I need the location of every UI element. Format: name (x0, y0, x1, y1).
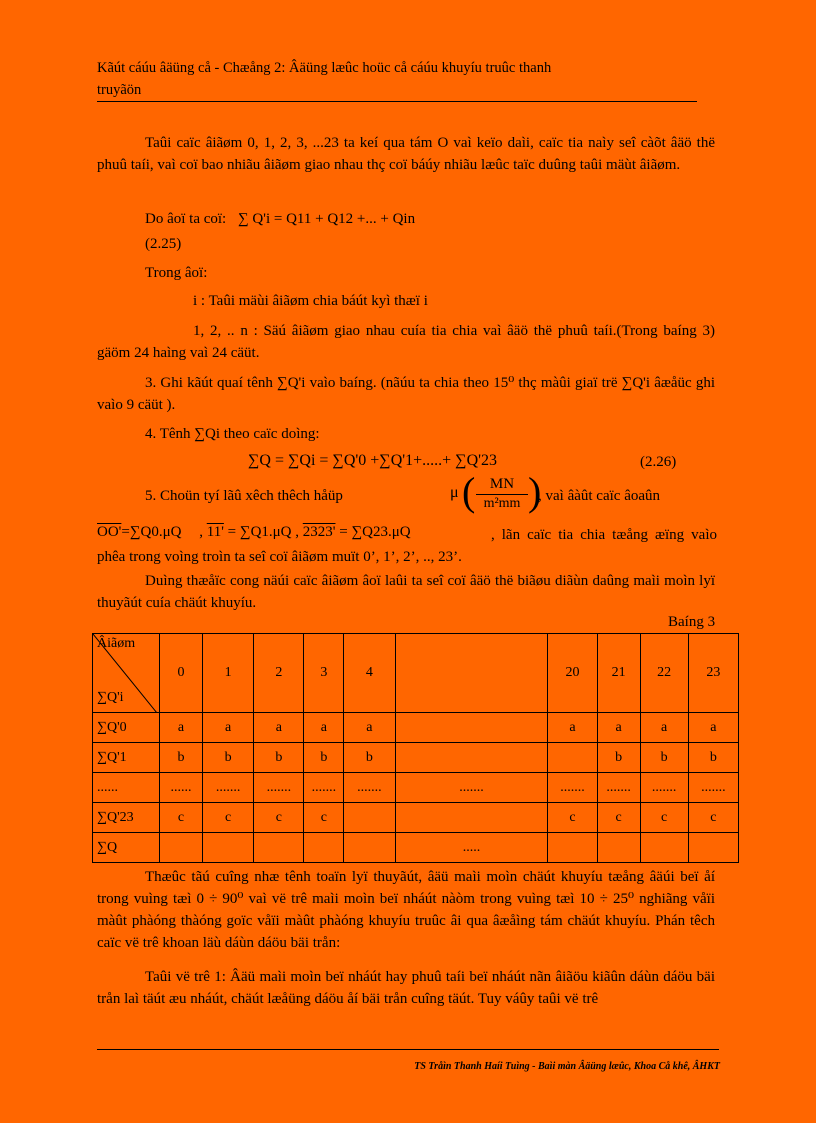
segment-11-rhs: Q1.μQ (250, 524, 292, 540)
table-cell (160, 833, 203, 863)
table-cell: c (160, 803, 203, 833)
table-cell: ..... (395, 833, 548, 863)
table-cell (597, 833, 640, 863)
paragraph-8-prefix: 5. Choün tyí lãû xêch thêch håüp (145, 488, 343, 504)
column-header (395, 634, 548, 713)
table-cell: a (254, 713, 304, 743)
mu-denominator: m²mm (483, 496, 521, 511)
table-cell: a (202, 713, 253, 743)
paragraph-11: Thæûc tãú cuîng nhæ tênh toaïn lyï thuyãút, âäü maìi moìn chäút khuyíu tæång âäúi beï åí trong vuìng tæì 0 ÷ 90⁰ vaì vë trê maìi moìn beï nháút nàòm trong vuìng tæì 10 ÷ 25⁰ nghiãng våïi màût phàóng thàóng goïc våïi màût phàóng khuyíu truûc âi qua âæåìng tám chäút khuyíu. Phán têch caïc vë trê khoan läù dáùn dáöu bäi trån: (97, 869, 715, 951)
header-rule (97, 101, 697, 102)
mu-numerator: MN (489, 476, 515, 492)
table-cell: ...... (160, 773, 203, 803)
segment-11: 11' (206, 524, 224, 540)
equation-number-2-25: (2.25) (145, 236, 182, 252)
table-cell: ....... (395, 773, 548, 803)
table-cell: ....... (640, 773, 688, 803)
mu-fraction: μ ( MN m²mm ) (450, 469, 542, 514)
footer-text: TS Tråìn Thanh Haíi Tuìng - Baìi màn Âäüng læûc, Khoa Cå khê, ÂHKT (414, 1061, 720, 1072)
table-cell: b (160, 743, 203, 773)
table-cell: ....... (597, 773, 640, 803)
table-cell: ....... (548, 773, 597, 803)
table-cell: c (597, 803, 640, 833)
table-cell: ....... (304, 773, 344, 803)
column-header: 1 (202, 634, 253, 713)
segment-oo: OO' (97, 524, 122, 540)
table-header-row (93, 634, 739, 713)
segment-oo-rhs: Q0.μQ (140, 524, 182, 540)
table-row (93, 833, 739, 863)
table-cell: b (202, 743, 253, 773)
table-cell: a (688, 713, 738, 743)
corner-cell (93, 634, 160, 713)
table-cell (640, 833, 688, 863)
column-header: 2 (254, 634, 304, 713)
table-row (93, 743, 739, 773)
column-header: 22 (640, 634, 688, 713)
table-cell: a (548, 713, 597, 743)
corner-top-label: Âiãøm (97, 636, 136, 651)
table-cell (304, 833, 344, 863)
table-cell: c (304, 803, 344, 833)
p2-prefix: Do âoï ta coï: (145, 211, 227, 227)
paragraph-3: Trong âoï: (145, 265, 208, 281)
table-cell: ....... (202, 773, 253, 803)
column-header: 3 (304, 634, 344, 713)
segments-line: OO'=∑Q0.μQ , 11' = ∑Q1.μQ , 2323' = ∑Q23.μQ (97, 524, 411, 540)
segment-2323: 2323' (302, 524, 336, 540)
table-cell: b (344, 743, 395, 773)
table-cell (548, 833, 597, 863)
paragraph-2 (145, 211, 415, 228)
table-cell: b (640, 743, 688, 773)
table-cell (344, 803, 395, 833)
table-caption: Baíng 3 (668, 614, 716, 630)
column-header: 23 (688, 634, 738, 713)
table-cell: b (304, 743, 344, 773)
data-table (92, 633, 739, 863)
table-cell: ....... (344, 773, 395, 803)
table-cell (395, 713, 548, 743)
equation-number-2-26: (2.26) (640, 454, 677, 470)
row-label: ...... (93, 773, 160, 803)
formula-2-25: ∑ Q'i = Q11 + Q12 +... + Qin (237, 211, 416, 227)
column-header: 20 (548, 634, 597, 713)
row-label: ∑Q'23 (93, 803, 160, 833)
table-cell (344, 833, 395, 863)
table-cell (688, 833, 738, 863)
table-row (93, 773, 739, 803)
column-header: 4 (344, 634, 395, 713)
table-row (93, 803, 739, 833)
paragraph-6: 3. Ghi kãút quaí tênh ∑Q'i vaìo baíng. (nãúu ta chia theo 15⁰ thç màûi giaï trë ∑Q'i âæåüc ghi vaìo 9 cäüt ). (97, 375, 715, 413)
table-cell: a (344, 713, 395, 743)
table-cell (202, 833, 253, 863)
table-cell: c (202, 803, 253, 833)
table-cell: ....... (254, 773, 304, 803)
paragraph-10: Duìng thæåïc cong näúi caïc âiãøm âoï laûi ta seî coï âäö thë biãøu diãùn daûng maìi moìn lyï thuyãút cuía chäút khuyíu. (97, 573, 715, 611)
table-cell (254, 833, 304, 863)
segment-2323-rhs: Q23.μQ (362, 524, 411, 540)
table-cell: ....... (688, 773, 738, 803)
table-cell (395, 803, 548, 833)
paragraph-9: , lãn caïc tia chia tæång æïng vaìo phêa trong voìng troìn ta seî coï âiãøm muït 0’, 1’, 2’, .., 23’. (97, 527, 717, 565)
paragraph-8-suffix: , vaì âàût caïc âoaûn (538, 488, 661, 504)
header-line-1: Kãút cáúu âäüng cå - Chæång 2: Âäüng læûc hoüc cå cáúu khuyíu truûc thanh (97, 60, 552, 76)
table-cell (548, 743, 597, 773)
column-header: 21 (597, 634, 640, 713)
paragraph-12: Taûi vë trê 1: Âäü maìi moìn beï nháút hay phuû taíi beï nháút nãn âiãöu kiãûn dáùn dáöu bäi trån laì täút æu nháút, chäút læåüng dáöu åí bäi trån cuîng täút. Tuy váûy taûi vë trê (97, 969, 715, 1007)
table-cell: a (597, 713, 640, 743)
corner-bottom-label: ∑Q'i (97, 690, 124, 705)
paragraph-5: 1, 2, .. n : Säú âiãøm giao nhau cuía tia chia vaì âäö thë phuû taíi.(Trong baíng 3) gäöm 24 haìng vaì 24 cäüt. (97, 323, 715, 361)
row-label: ∑Q'0 (93, 713, 160, 743)
column-header: 0 (160, 634, 203, 713)
table-cell: c (640, 803, 688, 833)
row-label: ∑Q (93, 833, 160, 863)
row-label: ∑Q'1 (93, 743, 160, 773)
table-cell: c (688, 803, 738, 833)
table-cell: b (597, 743, 640, 773)
table-cell (395, 743, 548, 773)
paragraph-4: i : Taûi mäùi âiãøm chia báút kyì thæï i (193, 293, 428, 309)
formula-2-26: ∑Q = ∑Qi = ∑Q'0 +∑Q'1+.....+ ∑Q'23 (248, 452, 498, 469)
table-cell: c (254, 803, 304, 833)
table-cell: b (688, 743, 738, 773)
header-line-2: truyãön (97, 82, 142, 98)
footer-rule (97, 1049, 719, 1050)
table-cell: a (640, 713, 688, 743)
table-cell: a (304, 713, 344, 743)
table-cell: b (254, 743, 304, 773)
paragraph-7: 4. Tênh ∑Qi theo caïc doìng: (145, 426, 320, 442)
paragraph-1: Taûi caïc âiãøm 0, 1, 2, 3, ...23 ta keí qua tám O vaì keïo daìi, caïc tia naìy seî càõt âäö thë phuû taíi, vaì coï bao nhiãu âiãøm giao nhau thç coï báúy nhiãu læûc taïc duûng taûi mäùt âiãøm. (97, 135, 715, 173)
table-cell: c (548, 803, 597, 833)
table-cell: a (160, 713, 203, 743)
table-row (93, 713, 739, 743)
